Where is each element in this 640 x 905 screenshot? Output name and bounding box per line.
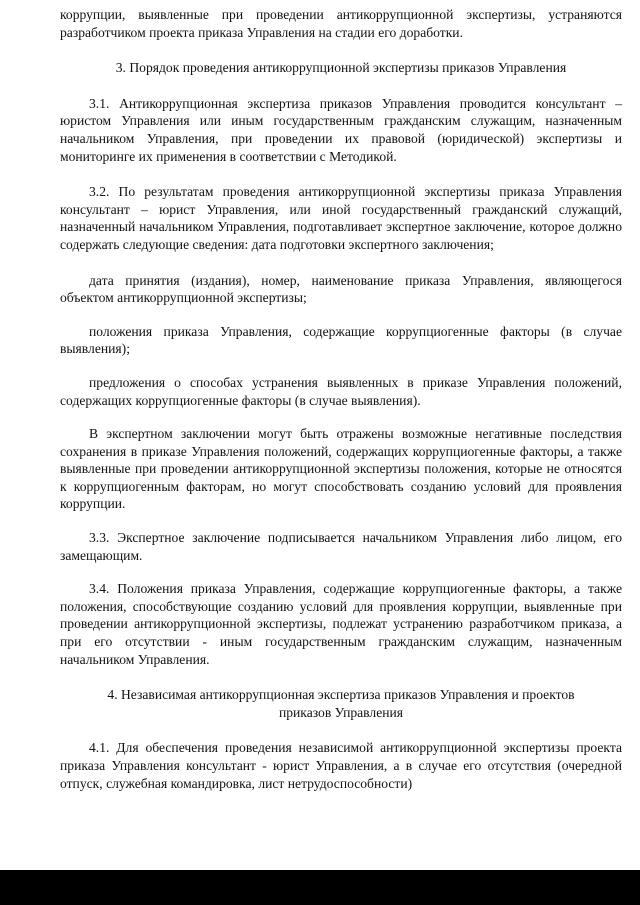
paragraph-3-2-item-date: дата принятия (издания), номер, наименование приказа Управления, являющегося объектом антикоррупционной экспертизы;	[60, 272, 622, 306]
paragraph-3-3: 3.3. Экспертное заключение подписывается начальником Управления либо лицом, его замещающим.	[60, 530, 622, 563]
section-3-heading: 3. Порядок проведения антикоррупционной экспертизы приказов Управления	[115, 60, 567, 76]
paragraph-3-2-item-provisions: положения приказа Управления, содержащие коррупциогенные факторы (в случае выявления);	[60, 323, 622, 357]
section-4-heading-line-2: приказов Управления	[278, 704, 404, 720]
paragraph-3-2-item-proposals: предложения о способах устранения выявленных в приказе Управления положений, содержащих коррупциогенные факторы (в случае выявления).	[60, 374, 622, 408]
section-4-heading-line-1: 4. Независимая антикоррупционная экспертиза приказов Управления и проектов	[107, 687, 575, 703]
paragraph-3-4: 3.4. Положения приказа Управления, содержащие коррупциогенные факторы, а также положения, способствующие созданию условий для проявления коррупции, выявленные при проведении антикоррупционной экспертизы, подлежат устранению разработчиком приказа, а при его отсутствии - иным государственным гражданским служащим, назначенным начальником Управления.	[60, 581, 622, 667]
paragraph-4-1: 4.1. Для обеспечения проведения независимой антикоррупционной экспертизы проекта приказа Управления консультант - юрист Управления, а в случае его отсутствия (очередной отпуск, служебная командировка, лист нетрудоспособности)	[60, 740, 622, 791]
paragraph-3-2: 3.2. По результатам проведения антикоррупционной экспертизы приказа Управления консультант – юрист Управления, или иной государственный гражданский служащий, назначенный начальником Управления, подготавливает экспертное заключение, которое должно содержать следующие сведения: дата подготовки экспертного заключения;	[60, 184, 622, 252]
paragraph-3-1: 3.1. Антикоррупционная экспертиза приказов Управления проводится консультант – юристом Управления или иным государственным гражданским служащим, назначенным начальником Управления, при проведении их правовой (юридической) экспертизы и мониторинге их применения в соответствии с Методикой.	[60, 95, 622, 164]
paragraph-3-2-consequences: В экспертном заключении могут быть отражены возможные негативные последствия сохранения в приказе Управления положений, содержащих коррупциогенные факторы, а также выявленные при проведении антикоррупционной экспертизы положения, которые не относятся к коррупциогенным факторам, но могут способствовать созданию условий для проявления коррупции.	[60, 426, 622, 512]
paragraph-continuation: коррупции, выявленные при проведении антикоррупционной экспертизы, устраняются разработчиком проекта приказа Управления на стадии его доработки.	[60, 7, 622, 40]
scan-bottom-bar	[0, 870, 640, 905]
